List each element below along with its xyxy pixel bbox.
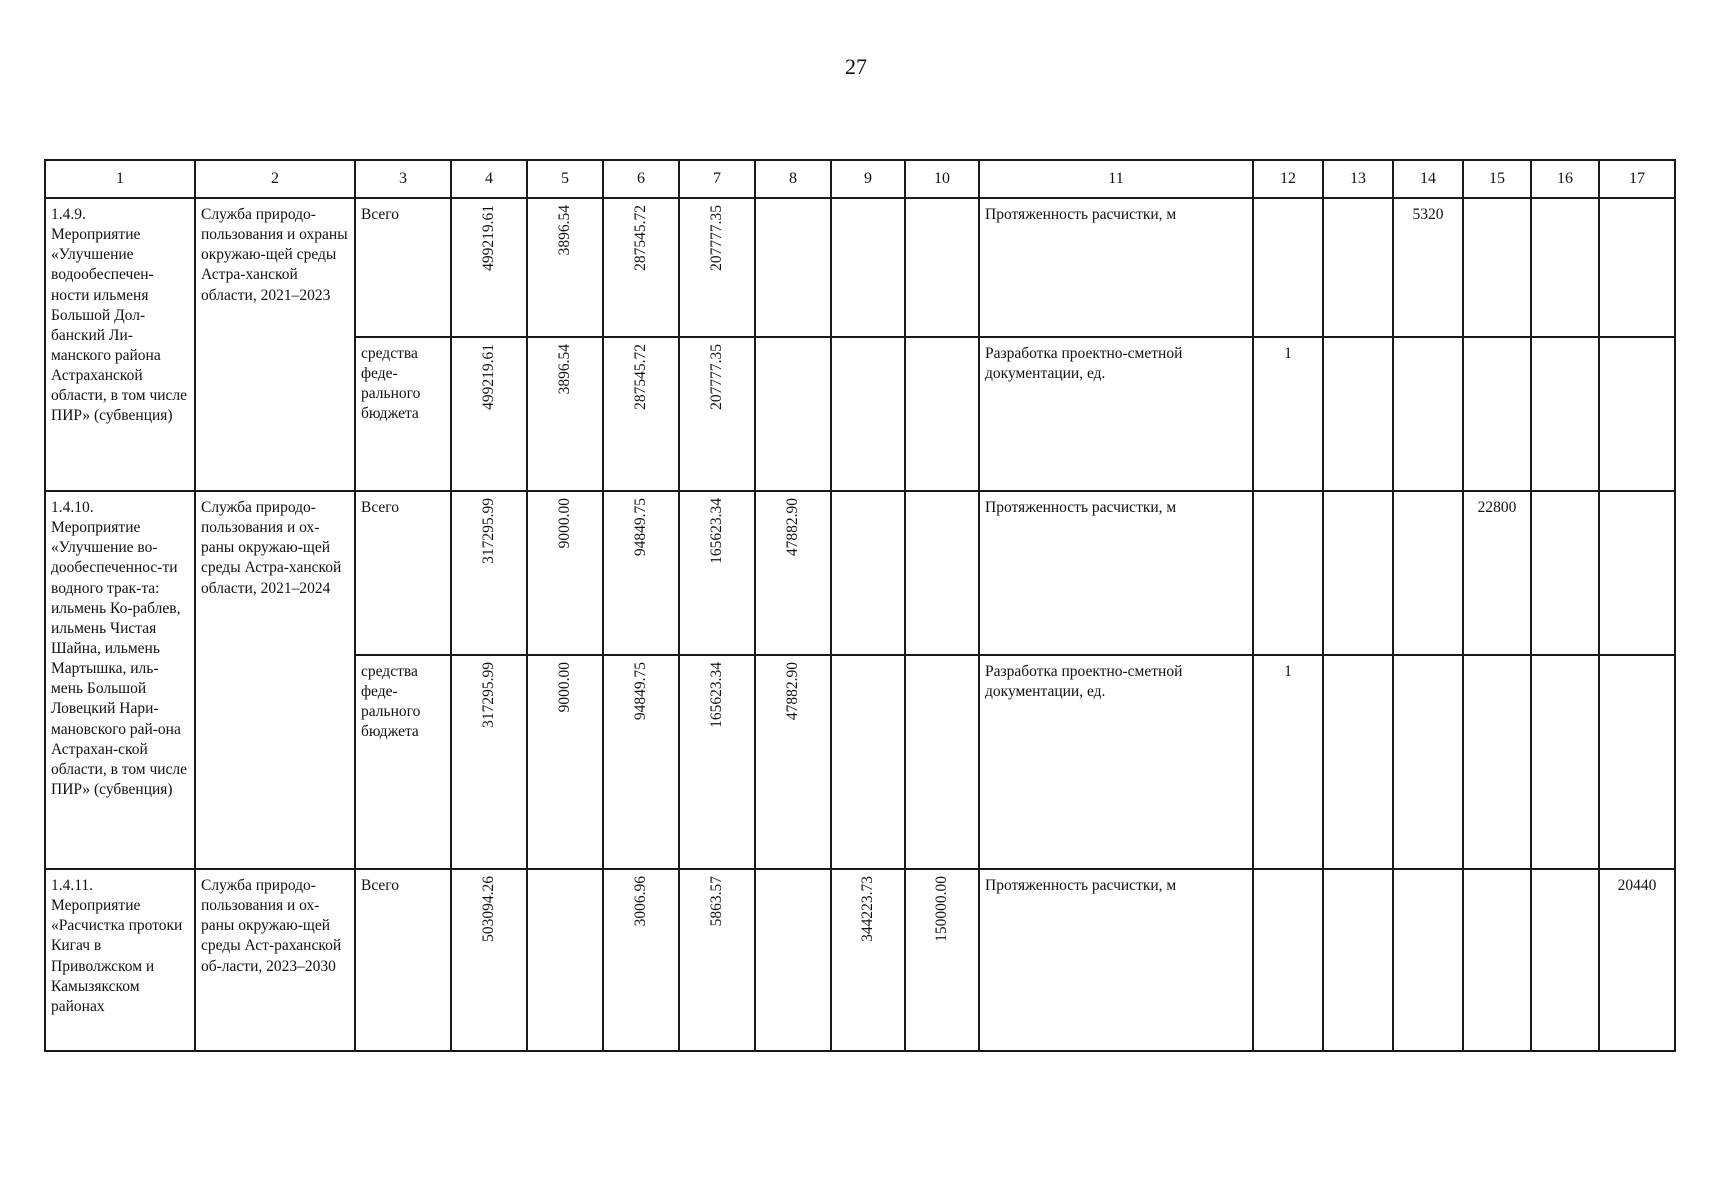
indicator-value — [1599, 337, 1675, 491]
indicator-name: Протяженность расчистки, м — [979, 491, 1253, 655]
column-header: 4 — [451, 160, 527, 198]
column-header: 11 — [979, 160, 1253, 198]
value-cell — [755, 655, 831, 869]
indicator-name: Разработка проектно-сметной документации, ед. — [979, 337, 1253, 491]
value-text: 3896.54 — [555, 205, 573, 256]
executor-name: Служба природо-пользования и охраны окружаю-щей среды Астра-ханской области, 2021–2023 — [195, 198, 355, 491]
value-cell — [679, 198, 755, 337]
indicator-value — [1393, 491, 1463, 655]
column-header: 2 — [195, 160, 355, 198]
value-cell — [451, 337, 527, 491]
executor-name: Служба природо-пользования и ох-раны окружаю-щей среды Астра-ханской области, 2021–2024 — [195, 491, 355, 869]
indicator-name: Протяженность расчистки, м — [979, 869, 1253, 1051]
funding-source: средства феде-рального бюджета — [355, 337, 451, 491]
indicator-value — [1323, 198, 1393, 337]
value-text: 9000.00 — [555, 662, 573, 713]
indicator-name: Разработка проектно-сметной документации, ед. — [979, 655, 1253, 869]
value-text: 94849.75 — [631, 498, 649, 557]
value-text: 165623.34 — [707, 498, 725, 564]
column-header: 5 — [527, 160, 603, 198]
measure-name: 1.4.11. Мероприятие «Расчистка протоки Кигач в Приволжском и Камызякском районах — [45, 869, 195, 1051]
value-text: 317295.99 — [479, 498, 497, 564]
indicator-value — [1253, 198, 1323, 337]
program-measures-table — [44, 159, 1676, 1052]
indicator-value — [1463, 337, 1531, 491]
column-header: 12 — [1253, 160, 1323, 198]
indicator-value — [1531, 491, 1599, 655]
table-row — [45, 491, 1675, 655]
value-cell — [527, 337, 603, 491]
indicator-value — [1599, 491, 1675, 655]
value-text: 503094.26 — [479, 876, 497, 942]
value-text: 5863.57 — [707, 876, 725, 927]
value-cell — [527, 655, 603, 869]
indicator-value — [1393, 655, 1463, 869]
column-header: 1 — [45, 160, 195, 198]
indicator-value — [1393, 869, 1463, 1051]
value-cell — [527, 491, 603, 655]
indicator-value: 1 — [1253, 337, 1323, 491]
value-text: 165623.34 — [707, 662, 725, 728]
value-cell — [755, 869, 831, 1051]
funding-source: Всего — [355, 491, 451, 655]
column-header: 16 — [1531, 160, 1599, 198]
value-cell — [905, 655, 979, 869]
column-header: 17 — [1599, 160, 1675, 198]
value-cell — [831, 491, 905, 655]
column-header: 7 — [679, 160, 755, 198]
measure-name: 1.4.9. Мероприятие «Улучшение водообеспечен-ности ильменя Большой Дол-банский Ли-манского района Астраханской области, в том числе ПИР» (субвенция) — [45, 198, 195, 491]
value-cell — [905, 491, 979, 655]
indicator-value — [1463, 869, 1531, 1051]
funding-source: средства феде-рального бюджета — [355, 655, 451, 869]
value-cell — [527, 869, 603, 1051]
indicator-name: Протяженность расчистки, м — [979, 198, 1253, 337]
column-header: 13 — [1323, 160, 1393, 198]
value-cell — [451, 655, 527, 869]
indicator-value — [1323, 655, 1393, 869]
value-cell — [603, 337, 679, 491]
value-text: 499219.61 — [479, 344, 497, 410]
value-text: 94849.75 — [631, 662, 649, 721]
column-header: 8 — [755, 160, 831, 198]
indicator-value — [1253, 869, 1323, 1051]
funding-source: Всего — [355, 869, 451, 1051]
value-cell — [603, 869, 679, 1051]
indicator-value — [1599, 655, 1675, 869]
value-cell — [451, 869, 527, 1051]
column-number-row — [45, 160, 1675, 198]
value-cell — [755, 337, 831, 491]
indicator-value — [1463, 198, 1531, 337]
indicator-value — [1323, 869, 1393, 1051]
value-text: 47882.90 — [783, 498, 801, 557]
column-header: 3 — [355, 160, 451, 198]
value-text: 47882.90 — [783, 662, 801, 721]
value-cell — [755, 491, 831, 655]
value-text: 150000.00 — [932, 876, 950, 942]
value-cell — [603, 491, 679, 655]
page-number: 27 — [845, 54, 867, 79]
value-cell — [831, 337, 905, 491]
value-text: 317295.99 — [479, 662, 497, 728]
value-text: 287545.72 — [631, 205, 649, 271]
column-header: 9 — [831, 160, 905, 198]
table-row — [45, 869, 1675, 1051]
indicator-value — [1599, 198, 1675, 337]
value-cell — [603, 198, 679, 337]
executor-name: Служба природо-пользования и ох-раны окружаю-щей среды Аст-раханской об-ласти, 2023–2030 — [195, 869, 355, 1051]
column-header: 14 — [1393, 160, 1463, 198]
indicator-value — [1323, 491, 1393, 655]
value-text: 207777.35 — [707, 205, 725, 271]
indicator-value — [1323, 337, 1393, 491]
value-cell — [831, 869, 905, 1051]
table-row — [45, 198, 1675, 337]
indicator-value — [1531, 198, 1599, 337]
column-header: 6 — [603, 160, 679, 198]
funding-source: Всего — [355, 198, 451, 337]
value-text: 3006.96 — [631, 876, 649, 927]
value-cell — [679, 337, 755, 491]
indicator-value — [1463, 655, 1531, 869]
measure-name: 1.4.10. Мероприятие «Улучшение во-дообеспеченнос-ти водного трак-та: ильмень Ко-раблев, ильмень Чистая Шайна, ильмень Мартышка, иль-мень Большой Ловецкий Нари-мановского рай-она Астрахан-ской области, в том числе ПИР» (субвенция) — [45, 491, 195, 869]
value-text: 9000.00 — [555, 498, 573, 549]
value-text: 3896.54 — [555, 344, 573, 395]
value-text: 344223.73 — [858, 876, 876, 942]
value-cell — [905, 198, 979, 337]
value-cell — [905, 337, 979, 491]
indicator-value — [1531, 655, 1599, 869]
indicator-value: 22800 — [1463, 491, 1531, 655]
indicator-value — [1393, 337, 1463, 491]
indicator-value: 5320 — [1393, 198, 1463, 337]
value-text: 207777.35 — [707, 344, 725, 410]
column-header: 10 — [905, 160, 979, 198]
column-header: 15 — [1463, 160, 1531, 198]
value-cell — [831, 198, 905, 337]
indicator-value: 20440 — [1599, 869, 1675, 1051]
value-cell — [451, 491, 527, 655]
indicator-value — [1253, 491, 1323, 655]
value-cell — [905, 869, 979, 1051]
indicator-value: 1 — [1253, 655, 1323, 869]
value-text: 287545.72 — [631, 344, 649, 410]
indicator-value — [1531, 337, 1599, 491]
value-cell — [451, 198, 527, 337]
value-cell — [603, 655, 679, 869]
value-cell — [679, 655, 755, 869]
value-cell — [679, 869, 755, 1051]
value-cell — [527, 198, 603, 337]
value-text: 499219.61 — [479, 205, 497, 271]
value-cell — [679, 491, 755, 655]
indicator-value — [1531, 869, 1599, 1051]
value-cell — [831, 655, 905, 869]
value-cell — [755, 198, 831, 337]
